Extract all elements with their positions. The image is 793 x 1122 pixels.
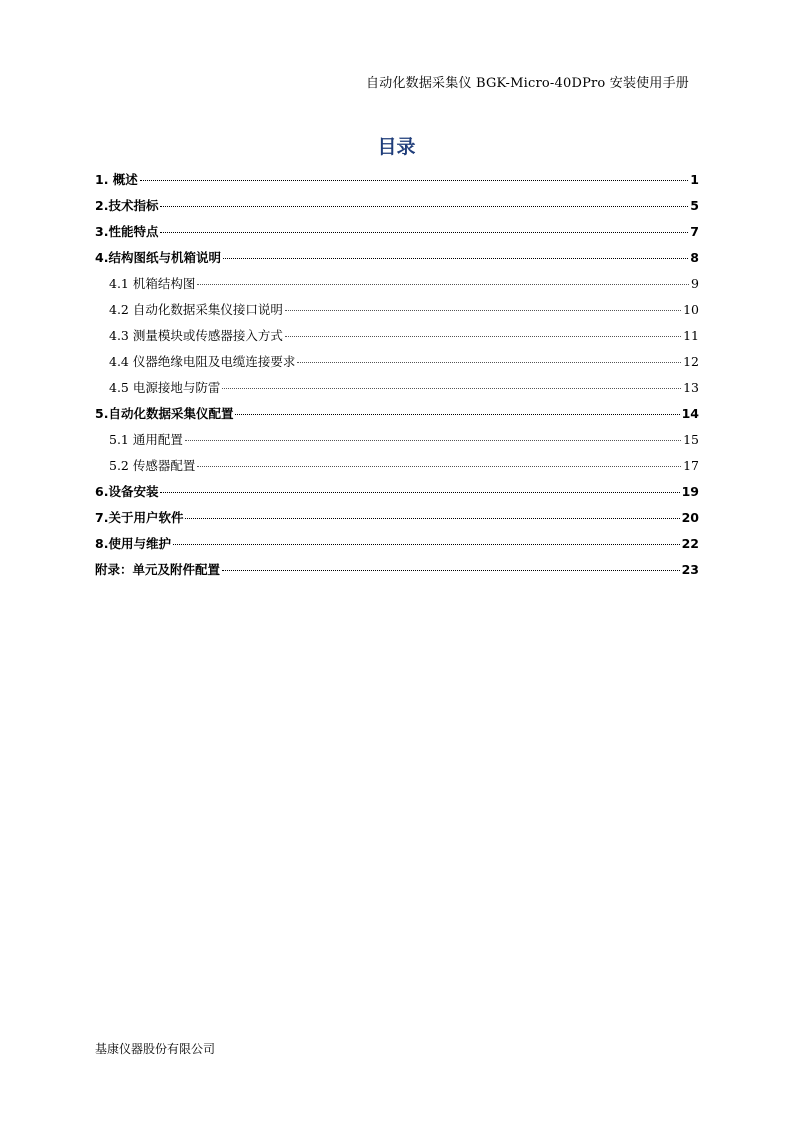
toc-entry-insulation[interactable] xyxy=(95,352,699,378)
toc-entry-features[interactable] xyxy=(95,222,699,248)
toc-entry-general-config[interactable] xyxy=(95,430,699,456)
toc-dot-leader xyxy=(197,284,689,285)
toc-dot-leader xyxy=(223,258,688,259)
toc-entry-label: 3.性能特点 xyxy=(95,224,159,239)
toc-entry-chassis-diagram[interactable] xyxy=(95,274,699,300)
toc-entry-label: 8.使用与维护 xyxy=(95,536,171,551)
toc-page-number: 13 xyxy=(683,380,699,395)
toc-page-number: 11 xyxy=(683,328,699,343)
toc-page-number: 9 xyxy=(691,276,699,291)
toc-dot-leader xyxy=(235,414,679,415)
toc-entry-interface[interactable] xyxy=(95,300,699,326)
toc-dot-leader xyxy=(222,388,681,389)
page-footer: 基康仪器股份有限公司 xyxy=(95,1042,216,1056)
toc-entry-label: 4.4 仪器绝缘电阻及电缆连接要求 xyxy=(109,354,296,369)
toc-page-number: 14 xyxy=(681,406,699,421)
toc-dot-leader xyxy=(173,544,680,545)
toc-dot-leader xyxy=(185,518,679,519)
toc-entry-label: 7.关于用户软件 xyxy=(95,510,184,525)
toc-entry-label: 附录：单元及附件配置 xyxy=(95,562,221,577)
toc-dot-leader xyxy=(140,180,688,181)
toc-page-number: 15 xyxy=(683,432,699,447)
toc-entry-label: 4.2 自动化数据采集仪接口说明 xyxy=(109,302,283,317)
toc-entry-label: 4.5 电源接地与防雷 xyxy=(109,380,221,395)
toc-page-number: 8 xyxy=(690,250,699,265)
toc-page-number: 20 xyxy=(681,510,699,525)
table-of-contents xyxy=(95,170,699,586)
toc-entry-label: 5.1 通用配置 xyxy=(109,432,183,447)
toc-dot-leader xyxy=(285,336,681,337)
page-header: 自动化数据采集仪 BGK-Micro-40DPro 安装使用手册 xyxy=(366,76,689,91)
toc-dot-leader xyxy=(285,310,681,311)
toc-entry-overview[interactable] xyxy=(95,170,699,196)
toc-title: 目录 xyxy=(377,136,416,158)
toc-page-number: 12 xyxy=(683,354,699,369)
toc-entry-appendix[interactable] xyxy=(95,560,699,586)
toc-entry-configuration[interactable] xyxy=(95,404,699,430)
toc-entry-label: 4.1 机箱结构图 xyxy=(109,276,196,291)
toc-entry-grounding[interactable] xyxy=(95,378,699,404)
toc-page-number: 22 xyxy=(681,536,699,551)
toc-page-number: 7 xyxy=(690,224,699,239)
toc-entry-label: 1. 概述 xyxy=(95,172,138,187)
toc-page-number: 19 xyxy=(681,484,699,499)
toc-dot-leader xyxy=(160,232,688,233)
toc-dot-leader xyxy=(197,466,681,467)
toc-entry-installation[interactable] xyxy=(95,482,699,508)
toc-dot-leader xyxy=(160,206,688,207)
toc-entry-label: 2.技术指标 xyxy=(95,198,159,213)
toc-page-number: 1 xyxy=(690,172,699,187)
toc-entry-sensor-config[interactable] xyxy=(95,456,699,482)
toc-dot-leader xyxy=(160,492,679,493)
toc-entry-specs[interactable] xyxy=(95,196,699,222)
toc-page-number: 17 xyxy=(683,458,699,473)
toc-entry-label: 4.3 测量模块或传感器接入方式 xyxy=(109,328,283,343)
toc-entry-label: 5.2 传感器配置 xyxy=(109,458,196,473)
toc-entry-label: 4.结构图纸与机箱说明 xyxy=(95,250,221,265)
toc-page-number: 5 xyxy=(690,198,699,213)
toc-entry-maintenance[interactable] xyxy=(95,534,699,560)
toc-dot-leader xyxy=(222,570,680,571)
toc-dot-leader xyxy=(297,362,681,363)
toc-dot-leader xyxy=(185,440,681,441)
toc-page-number: 10 xyxy=(683,302,699,317)
toc-page-number: 23 xyxy=(681,562,699,577)
toc-entry-label: 6.设备安装 xyxy=(95,484,159,499)
toc-entry-structure[interactable] xyxy=(95,248,699,274)
toc-entry-label: 5.自动化数据采集仪配置 xyxy=(95,406,234,421)
toc-entry-sensor-connection[interactable] xyxy=(95,326,699,352)
toc-entry-software[interactable] xyxy=(95,508,699,534)
